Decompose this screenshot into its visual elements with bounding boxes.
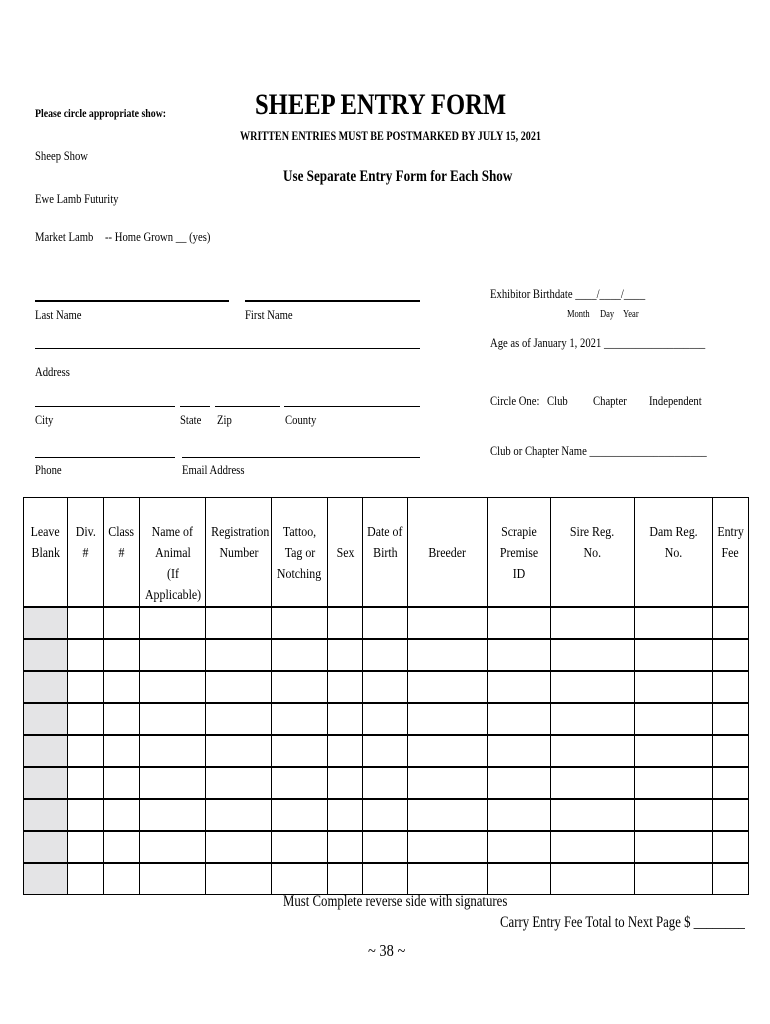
year-label: Year [623, 309, 639, 320]
entry-cell[interactable] [488, 671, 551, 703]
zip-line[interactable] [215, 406, 280, 407]
option-market-lamb[interactable]: Market Lamb [35, 229, 94, 244]
entry-cell[interactable] [635, 831, 713, 863]
entry-cell[interactable] [68, 831, 104, 863]
entry-cell[interactable] [635, 799, 713, 831]
entry-cell[interactable] [488, 639, 551, 671]
day-label: Day [600, 309, 615, 320]
entry-cell[interactable] [408, 863, 488, 895]
entry-cell[interactable] [104, 831, 140, 863]
entry-cell[interactable] [272, 735, 328, 767]
entry-cell[interactable] [363, 767, 408, 799]
entry-cell[interactable] [140, 767, 206, 799]
entry-cell[interactable] [363, 735, 408, 767]
entry-table [23, 497, 749, 895]
entry-cell[interactable] [104, 863, 140, 895]
header-registration-number: Registration Number [206, 498, 272, 608]
entry-cell[interactable] [713, 639, 749, 671]
entry-cell[interactable] [328, 863, 363, 895]
entry-cell[interactable] [488, 767, 551, 799]
entry-cell[interactable] [635, 671, 713, 703]
email-label: Email Address [182, 462, 245, 477]
header-division: Div. # [68, 498, 104, 608]
first-name-line[interactable] [245, 300, 420, 302]
entry-cell[interactable] [551, 703, 635, 735]
leave-blank-cell [24, 607, 68, 639]
entry-cell[interactable] [104, 607, 140, 639]
carry-entry-fee-note[interactable]: Carry Entry Fee Total to Next Page $ ________ [500, 914, 745, 931]
leave-blank-cell [24, 703, 68, 735]
entry-cell[interactable] [635, 639, 713, 671]
entry-cell[interactable] [206, 831, 272, 863]
entry-cell[interactable] [272, 799, 328, 831]
entry-cell[interactable] [272, 767, 328, 799]
entry-cell[interactable] [551, 639, 635, 671]
entry-cell[interactable] [328, 735, 363, 767]
month-label: Month [567, 309, 590, 320]
entry-cell[interactable] [408, 671, 488, 703]
leave-blank-cell [24, 767, 68, 799]
option-club[interactable]: Club [547, 393, 568, 408]
city-label: City [35, 412, 54, 427]
entry-cell[interactable] [140, 863, 206, 895]
option-independent[interactable]: Independent [649, 393, 702, 408]
separate-form-note: Use Separate Entry Form for Each Show [283, 168, 513, 185]
entry-cell[interactable] [272, 607, 328, 639]
entry-cell[interactable] [272, 831, 328, 863]
leave-blank-cell [24, 831, 68, 863]
postmark-note: WRITTEN ENTRIES MUST BE POSTMARKED BY JULY 15, 2021 [240, 128, 541, 143]
entry-cell[interactable] [408, 735, 488, 767]
entry-cell[interactable] [104, 703, 140, 735]
option-sheep-show[interactable]: Sheep Show [35, 148, 89, 163]
county-label: County [285, 412, 317, 427]
page-number: ~ 38 ~ [368, 941, 406, 960]
header-dam-reg-no: Dam Reg. No. [635, 498, 713, 608]
entry-cell[interactable] [68, 703, 104, 735]
entry-cell[interactable] [206, 607, 272, 639]
entry-cell[interactable] [363, 639, 408, 671]
entry-cell[interactable] [713, 831, 749, 863]
entry-cell[interactable] [206, 703, 272, 735]
table-row [24, 639, 749, 671]
entry-cell[interactable] [272, 863, 328, 895]
entry-cell[interactable] [206, 767, 272, 799]
header-entry-fee: Entry Fee [713, 498, 749, 608]
age-field[interactable]: Age as of January 1, 2021 ___________________ [490, 335, 706, 350]
entry-cell[interactable] [328, 639, 363, 671]
leave-blank-cell [24, 799, 68, 831]
entry-cell[interactable] [104, 671, 140, 703]
entry-cell[interactable] [68, 671, 104, 703]
entry-cell[interactable] [408, 639, 488, 671]
entry-cell[interactable] [328, 831, 363, 863]
entry-cell[interactable] [328, 767, 363, 799]
entry-cell[interactable] [551, 767, 635, 799]
state-label: State [180, 412, 202, 427]
table-header-row [24, 498, 749, 608]
entry-cell[interactable] [488, 831, 551, 863]
header-sex: Sex [328, 498, 363, 608]
entry-cell[interactable] [140, 639, 206, 671]
reverse-side-note: Must Complete reverse side with signatures [283, 893, 508, 910]
entry-cell[interactable] [713, 799, 749, 831]
zip-label: Zip [217, 412, 232, 427]
phone-line[interactable] [35, 457, 175, 458]
entry-cell[interactable] [551, 799, 635, 831]
entry-cell[interactable] [408, 799, 488, 831]
first-name-label: First Name [245, 307, 293, 322]
phone-label: Phone [35, 462, 62, 477]
email-line[interactable] [182, 457, 420, 458]
entry-cell[interactable] [713, 863, 749, 895]
header-leave-blank: Leave Blank [24, 498, 68, 608]
entry-cell[interactable] [68, 607, 104, 639]
entry-cell[interactable] [635, 863, 713, 895]
option-ewe-lamb-futurity[interactable]: Ewe Lamb Futurity [35, 191, 119, 206]
entry-cell[interactable] [488, 607, 551, 639]
table-row [24, 607, 749, 639]
entry-cell[interactable] [488, 799, 551, 831]
entry-cell[interactable] [206, 639, 272, 671]
entry-cell[interactable] [635, 767, 713, 799]
entry-cell[interactable] [363, 703, 408, 735]
table-row [24, 863, 749, 895]
entry-cell[interactable] [140, 831, 206, 863]
table-row [24, 671, 749, 703]
entry-cell[interactable] [68, 863, 104, 895]
header-animal-name: Name of Animal (If Applicable) [140, 498, 206, 608]
entry-cell[interactable] [206, 799, 272, 831]
table-row [24, 735, 749, 767]
entry-cell[interactable] [328, 607, 363, 639]
entry-cell[interactable] [140, 671, 206, 703]
entry-cell[interactable] [363, 671, 408, 703]
header-tattoo: Tattoo, Tag or Notching [272, 498, 328, 608]
entry-cell[interactable] [713, 735, 749, 767]
entry-cell[interactable] [104, 799, 140, 831]
table-row [24, 831, 749, 863]
entry-cell[interactable] [68, 799, 104, 831]
circle-show-instruction: Please circle appropriate show: [35, 106, 167, 120]
entry-cell[interactable] [140, 607, 206, 639]
entry-cell[interactable] [635, 607, 713, 639]
entry-cell[interactable] [408, 767, 488, 799]
header-breeder: Breeder [408, 498, 488, 608]
entry-cell[interactable] [488, 735, 551, 767]
entry-cell[interactable] [272, 639, 328, 671]
entry-cell[interactable] [68, 735, 104, 767]
entry-cell[interactable] [328, 799, 363, 831]
county-line[interactable] [284, 406, 420, 407]
entry-cell[interactable] [206, 735, 272, 767]
entry-cell[interactable] [488, 863, 551, 895]
form-title: SHEEP ENTRY FORM [255, 88, 507, 121]
header-class: Class # [104, 498, 140, 608]
leave-blank-cell [24, 863, 68, 895]
table-row [24, 703, 749, 735]
entry-cell[interactable] [104, 639, 140, 671]
entry-cell[interactable] [713, 607, 749, 639]
club-chapter-name-field[interactable]: Club or Chapter Name ______________________ [490, 443, 707, 458]
entry-cell[interactable] [551, 735, 635, 767]
entry-cell[interactable] [363, 799, 408, 831]
entry-cell[interactable] [363, 863, 408, 895]
circle-one-label: Circle One: [490, 393, 540, 408]
leave-blank-cell [24, 639, 68, 671]
entry-cell[interactable] [408, 831, 488, 863]
entry-cell[interactable] [713, 703, 749, 735]
entry-cell[interactable] [104, 735, 140, 767]
entry-cell[interactable] [713, 671, 749, 703]
leave-blank-cell [24, 671, 68, 703]
entry-cell[interactable] [68, 767, 104, 799]
entry-cell[interactable] [713, 767, 749, 799]
entry-cell[interactable] [408, 607, 488, 639]
address-label: Address [35, 364, 70, 379]
header-date-of-birth: Date of Birth [363, 498, 408, 608]
entry-cell[interactable] [635, 735, 713, 767]
entry-cell[interactable] [551, 831, 635, 863]
entry-cell[interactable] [140, 703, 206, 735]
entry-cell[interactable] [551, 607, 635, 639]
last-name-label: Last Name [35, 307, 82, 322]
entry-cell[interactable] [488, 703, 551, 735]
entry-cell[interactable] [328, 671, 363, 703]
entry-cell[interactable] [272, 703, 328, 735]
home-grown-field[interactable]: -- Home Grown __ (yes) [105, 229, 211, 244]
entry-cell[interactable] [206, 671, 272, 703]
header-sire-reg-no: Sire Reg. No. [551, 498, 635, 608]
address-line[interactable] [35, 348, 420, 349]
entry-cell[interactable] [140, 799, 206, 831]
entry-cell[interactable] [104, 767, 140, 799]
city-line[interactable] [35, 406, 175, 407]
entry-table-body [24, 607, 749, 895]
entry-cell[interactable] [68, 639, 104, 671]
table-row [24, 767, 749, 799]
leave-blank-cell [24, 735, 68, 767]
state-line[interactable] [180, 406, 210, 407]
entry-cell[interactable] [363, 607, 408, 639]
entry-cell[interactable] [635, 703, 713, 735]
entry-cell[interactable] [272, 671, 328, 703]
entry-cell[interactable] [551, 671, 635, 703]
option-chapter[interactable]: Chapter [593, 393, 627, 408]
entry-cell[interactable] [140, 735, 206, 767]
entry-cell[interactable] [551, 863, 635, 895]
header-scrapie-premise-id: Scrapie Premise ID [488, 498, 551, 608]
table-row [24, 799, 749, 831]
entry-cell[interactable] [363, 831, 408, 863]
exhibitor-birthdate-field[interactable]: Exhibitor Birthdate ____/____/____ [490, 286, 646, 301]
entry-cell[interactable] [328, 703, 363, 735]
last-name-line[interactable] [35, 300, 229, 302]
entry-cell[interactable] [408, 703, 488, 735]
entry-cell[interactable] [206, 863, 272, 895]
